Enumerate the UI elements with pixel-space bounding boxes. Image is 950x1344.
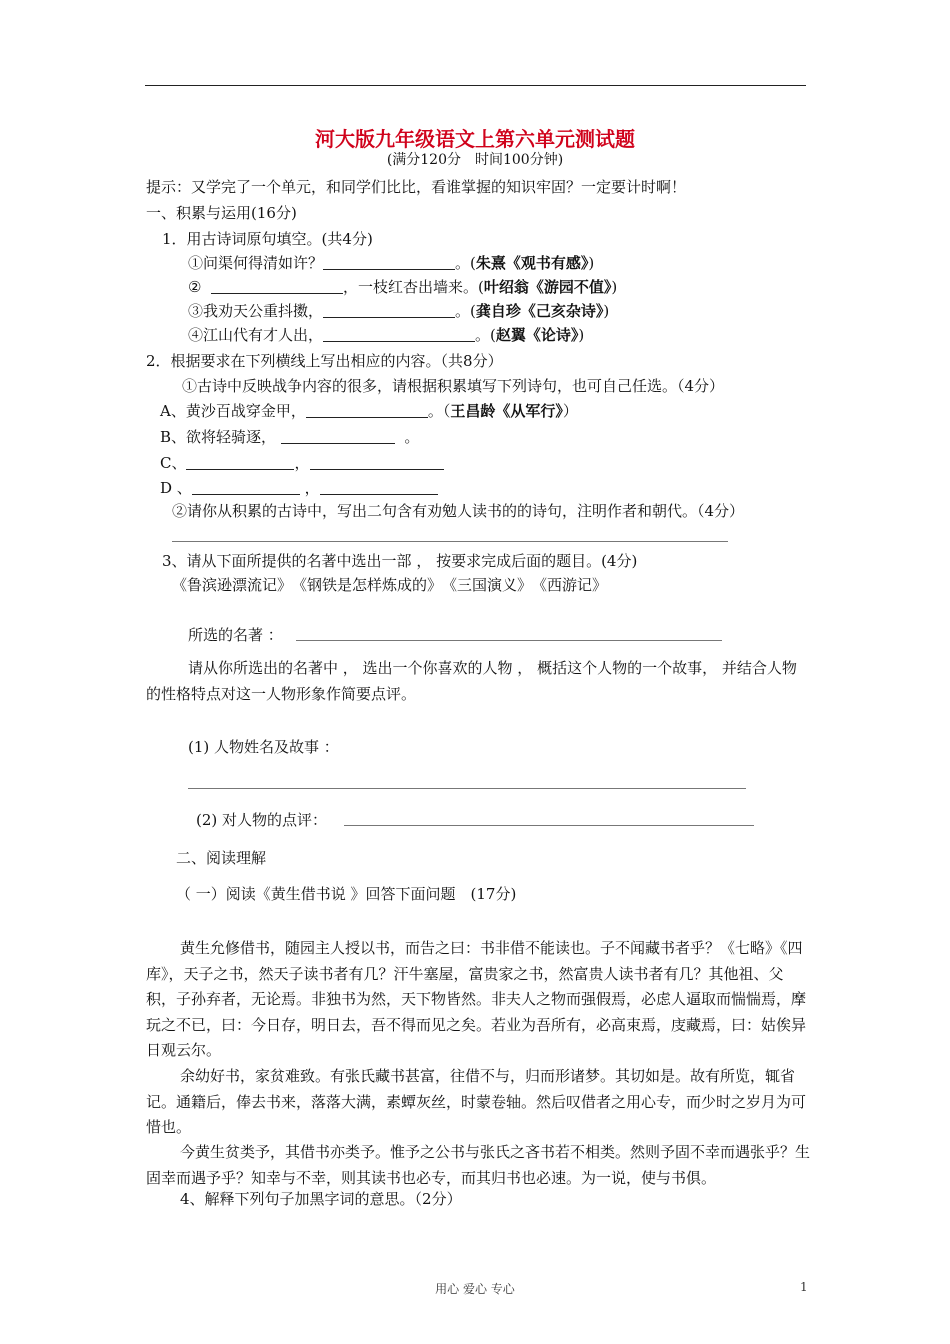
q1-item-4-source: 赵翼《论诗》	[495, 326, 579, 344]
q2-a-text: A、黄沙百战穿金甲，	[160, 402, 306, 420]
answer-blank[interactable]	[323, 255, 455, 270]
q2-sub2: ②请你从积累的古诗中，写出二句含有劝勉人读书的的诗句，注明作者和朝代。（4分）	[172, 502, 745, 520]
q3-item-2: (2) 对人物的点评：	[196, 811, 328, 829]
q2-line-d	[160, 478, 438, 498]
q2-d-comma: ，	[304, 479, 320, 497]
section2-subheading: （ 一）阅读《黄生借书说 》回答下面问题 (17分)	[176, 885, 517, 903]
q1-item-1-after: 。(	[455, 254, 476, 272]
q2-c-label: C、	[160, 454, 187, 472]
tip-text: 提示：又学完了一个单元，和同学们比比，看谁掌握的知识牢固？一定要计时啊！	[146, 178, 687, 196]
q3-books: 《鲁滨逊漂流记》 《钢铁是怎样炼成的》 《三国演义》 《西游记》	[172, 576, 608, 594]
q1-item-2-close: )	[611, 278, 618, 296]
q1-item-3	[188, 301, 609, 321]
header-rule	[145, 85, 806, 86]
q1-item-3-text: ③我劝天公重抖擞，	[188, 302, 324, 320]
q1-item-3-after: 。(	[455, 302, 476, 320]
answer-blank[interactable]	[211, 279, 343, 294]
answer-line[interactable]	[296, 640, 722, 641]
answer-blank[interactable]	[323, 327, 475, 342]
q2-d-label: D 、	[160, 479, 192, 497]
q2-c-comma: ，	[294, 454, 310, 472]
answer-blank[interactable]	[320, 480, 438, 495]
q1-item-2-after: ，一枝红杏出墙来。(	[343, 278, 484, 296]
page-number: 1	[800, 1280, 808, 1294]
answer-blank[interactable]	[192, 480, 300, 495]
q2-a-close: ）	[562, 402, 578, 420]
q1-item-4-after: 。(	[475, 326, 496, 344]
q2-line-c	[160, 453, 444, 473]
passage-paragraph-3: 今黄生贫类予，其借书亦类予。惟予之公书与张氏之吝书若不相类。然则予固不幸而遇张乎？生固幸而遇予乎？知幸与不幸，则其读书也必专，而其归书也必速。为一说，使与书俱。	[146, 1143, 811, 1187]
q2-sub1: ①古诗中反映战争内容的很多，请根据积累填写下列诗句，也可自己任选。（4分）	[182, 377, 725, 395]
q1-item-1	[188, 253, 594, 273]
q2-a-source: 王昌龄《从军行》	[450, 402, 563, 420]
q1-item-2	[188, 277, 617, 297]
answer-blank[interactable]	[323, 303, 455, 318]
q1-item-4	[188, 325, 584, 345]
page-title: 河大版九年级语文上第六单元测试题	[315, 127, 635, 151]
page-footer: 用心 爱心 专心	[435, 1282, 515, 1296]
q2-a-after: 。（	[427, 402, 451, 420]
q1-item-3-source: 龚自珍《己亥杂诗》	[475, 302, 604, 320]
q3-instruction: 请从你所选出的名著中 ， 选出一个你喜欢的人物 ， 概括这个人物的一个故事， 并结合人物的性格特点对这一人物形象作简要点评。	[146, 659, 797, 703]
answer-line[interactable]	[172, 541, 728, 542]
q1-item-1-text: ①问渠何得清如许？	[188, 254, 324, 272]
q1-prompt: 1．用古诗词原句填空。(共4分)	[162, 230, 373, 248]
q1-item-1-source: 朱熹《观书有感》	[475, 254, 589, 272]
q3-item-1: (1) 人物姓名及故事 ：	[188, 738, 339, 756]
answer-blank[interactable]	[186, 455, 294, 470]
q1-item-4-close: )	[578, 326, 585, 344]
passage-paragraph-2: 余幼好书，家贫难致。有张氏藏书甚富，往借不与，归而形诸梦。其切如是。故有所览，辄省记。通籍后，俸去书来，落落大满，素蟫灰丝，时蒙卷轴。然后叹借者之用心专，而少时之岁月为可惜也。	[146, 1067, 807, 1136]
q1-item-3-close: )	[603, 302, 610, 320]
answer-blank[interactable]	[306, 403, 428, 418]
q2-line-b	[160, 427, 419, 447]
q1-item-1-close: )	[588, 254, 595, 272]
page-subtitle: (满分120分 时间100分钟)	[386, 152, 564, 168]
q1-item-4-text: ④江山代有才人出，	[188, 326, 324, 344]
section2-heading: 二、阅读理解	[176, 849, 267, 867]
answer-line[interactable]	[344, 825, 754, 826]
q1-item-2-source: 叶绍翁《游园不值》	[483, 278, 612, 296]
q2-b-after: 。	[404, 428, 420, 446]
q4-prompt: 4、解释下列句子加黑字词的意思。（2分）	[180, 1190, 462, 1208]
q2-prompt: 2．根据要求在下列横线上写出相应的内容。（共8分）	[146, 352, 503, 370]
q3-prompt: 3、请从下面所提供的名著中选出一部 ， 按要求完成后面的题目。(4分)	[162, 552, 638, 570]
passage-paragraph-1: 黄生允修借书，随园主人授以书，而告之曰：书非借不能读也。子不闻藏书者乎？《七略》《四库》，天子之书，然天子读书者有几？汗牛塞屋，富贵家之书，然富贵人读书者有几？其他祖、父积，子孙弃者，无论焉。非独书为然，天下物皆然。非夫人之物而强假焉，必虑人逼取而惴惴焉，摩玩之不已，曰：今日存，明日去，吾不得而见之矣。若业为吾所有，必高束焉，庋藏焉，曰：姑俟异日观云尔。	[146, 939, 807, 1059]
answer-blank[interactable]	[310, 455, 444, 470]
answer-blank[interactable]	[281, 429, 395, 444]
answer-line[interactable]	[188, 788, 746, 789]
section1-heading: 一、积累与运用(16分)	[146, 204, 297, 222]
q1-item-2-text: ②	[188, 278, 202, 296]
q2-line-a	[160, 401, 578, 421]
q3-selected-label: 所选的名著 ：	[188, 626, 283, 644]
q2-b-text: B、欲将轻骑逐，	[160, 428, 277, 446]
